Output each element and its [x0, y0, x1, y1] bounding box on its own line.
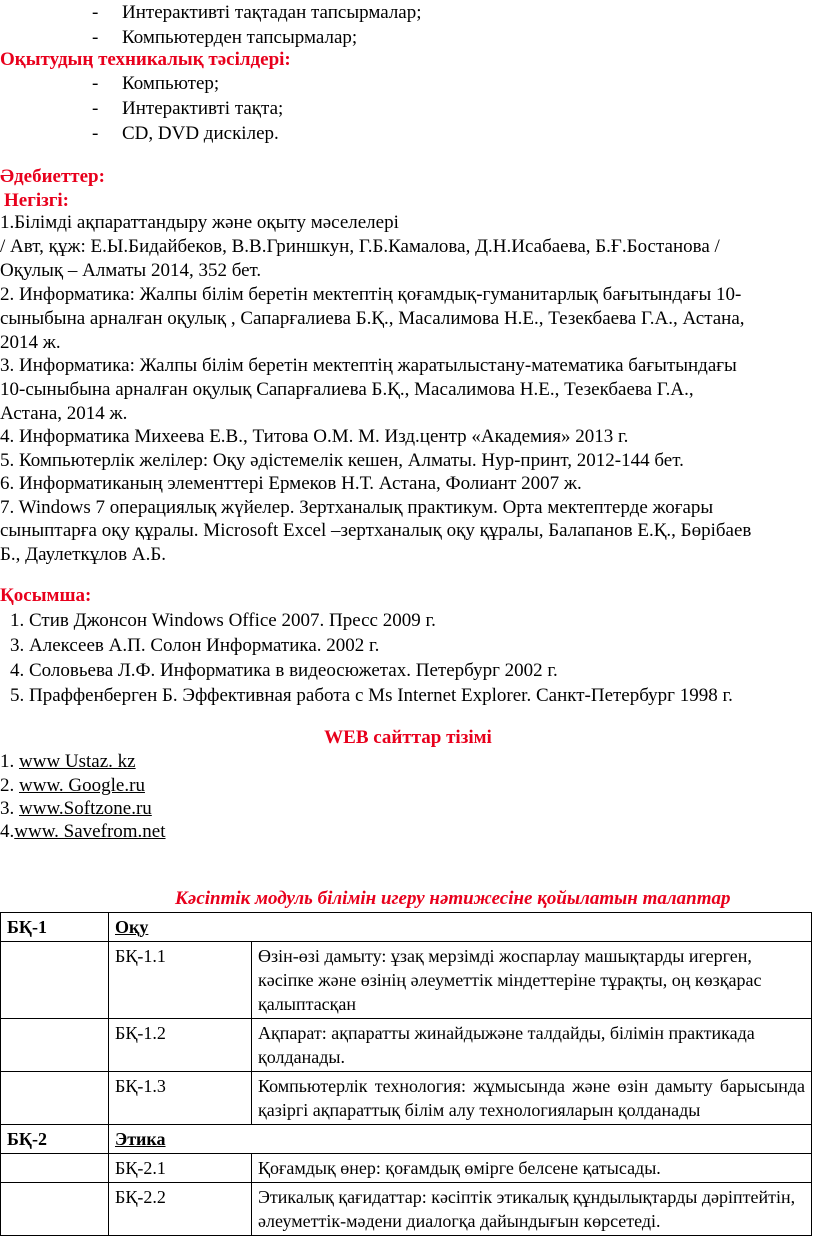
literature-line: Оқулық – Алматы 2014, 352 бет. [0, 260, 262, 281]
literature-heading: Әдебиеттер: [0, 166, 105, 187]
competence-code: БҚ-1.2 [109, 1019, 252, 1072]
web-link[interactable]: www Ustaz. kz [19, 751, 136, 772]
literature-line: 2. Информатика: Жалпы білім беретін мектептің қоғамдық-гуманитарлық бағытындағы 10- [0, 284, 742, 305]
web-link-item: 1. www Ustaz. kz [0, 751, 136, 772]
literature-line: 5. Компьютерлік желілер: Оқу әдістемелік кешен, Алматы. Нур-принт, 2012-144 бет. [0, 450, 684, 471]
table-row [1, 942, 812, 1019]
table-row [1, 1019, 812, 1072]
literature-line: Б., Даулеткұлов А.Б. [0, 544, 167, 565]
web-link[interactable]: www.Softzone.ru [19, 798, 152, 819]
appendix-heading: Қосымша: [0, 585, 92, 606]
web-link-item: 2. www. Google.ru [0, 775, 145, 796]
task-item: - Интерактивті тақтадан тапсырмалар; [92, 2, 422, 23]
web-link[interactable]: www. Google.ru [19, 775, 145, 796]
competence-code: БҚ-1.1 [109, 942, 252, 1019]
literature-line: 10-сыныбына арналған оқулық Сапарғалиева Б.Қ., Масалимова Н.Е., Тезекбаева Г.А., [0, 379, 694, 400]
competence-code: БҚ-2.2 [109, 1183, 252, 1236]
competence-text: Қоғамдық өнер: қоғамдық өмірге белсене қатысады. [252, 1154, 812, 1183]
group-name: Этика [109, 1125, 812, 1154]
literature-line: 2014 ж. [0, 332, 61, 353]
competence-code: БҚ-2.1 [109, 1154, 252, 1183]
literature-line: 7. Windows 7 операциялық жүйелер. Зертханалық практикум. Орта мектептерде жоғары [0, 497, 714, 518]
literature-line: сыныптарға оқу құралы. Microsoft Excel –зертханалық оқу құралы, Балапанов Е.Қ., Бөрібаев [0, 520, 752, 541]
literature-line: сыныбына арналған оқулық , Сапарғалиева Б.Қ., Масалимова Н.Е., Тезекбаева Г.А., Астана, [0, 308, 745, 329]
competence-code: БҚ-1.3 [109, 1072, 252, 1125]
table-row [1, 1125, 812, 1154]
tech-item: - Интерактивті тақта; [92, 98, 284, 119]
web-link-item: 4.www. Savefrom.net [0, 821, 166, 842]
group-code: БҚ-1 [1, 913, 109, 942]
literature-line: 6. Информатиканың элементтері Ермеков Н.Т. Астана, Фолиант 2007 ж. [0, 473, 582, 494]
requirements-title: Кәсіптік модуль білімін игеру нәтижесіне қойылатын талаптар [175, 888, 731, 909]
table-row [1, 1154, 812, 1183]
literature-line: 3. Информатика: Жалпы білім беретін мектептің жаратылыстану-математика бағытындағы [0, 355, 737, 376]
table-row [1, 1072, 812, 1125]
web-link-item: 3. www.Softzone.ru [0, 798, 152, 819]
competence-text: Өзін-өзі дамыту: ұзақ мерзімді жоспарлау машықтарды игерген, кәсіпке және өзінің әлеуметтік міндеттеріне тұрақты, оң көзқарас қалыптасқан [252, 942, 812, 1019]
appendix-line: 1. Стив Джонсон Windows Office 2007. Пресс 2009 г. [10, 610, 436, 631]
literature-subheading: Негізгі: [4, 190, 69, 211]
requirements-table [0, 912, 812, 1236]
task-item: - Компьютерден тапсырмалар; [92, 27, 358, 48]
literature-line: Астана, 2014 ж. [0, 403, 128, 424]
literature-line: / Авт, құж: Е.Ы.Бидайбеков, В.В.Гриншкун, Г.Б.Камалова, Д.Н.Исабаева, Б.Ғ.Бостанова / [0, 236, 720, 257]
table-row [1, 1183, 812, 1236]
group-name: Оқу [109, 913, 812, 942]
appendix-line: 4. Соловьева Л.Ф. Информатика в видеосюжетах. Петербург 2002 г. [10, 660, 558, 681]
appendix-line: 5. Праффенберген Б. Эффективная работа с Ms Internet Explorer. Санкт-Петербург 1998 г. [10, 685, 733, 706]
literature-line: 4. Информатика Михеева Е.В., Титова О.М. М. Изд.центр «Академия» 2013 г. [0, 426, 629, 447]
competence-text: Этикалық қағидаттар: кәсіптік этикалық құндылықтарды дәріптейтін, әлеуметтік-мәдени диалогқа дайындығын көрсетеді. [252, 1183, 812, 1236]
competence-text: Ақпарат: ақпаратты жинайдыжәне талдайды, білімін практикада қолданады. [252, 1019, 812, 1072]
group-code: БҚ-2 [1, 1125, 109, 1154]
appendix-line: 3. Алексеев А.П. Солон Информатика. 2002 г. [10, 635, 380, 656]
tech-item: - Компьютер; [92, 73, 220, 94]
tech-item: - CD, DVD дискілер. [92, 123, 279, 144]
table-row [1, 913, 812, 942]
web-link[interactable]: www. Savefrom.net [14, 821, 166, 842]
competence-text: Компьютерлік технология: жұмысында және өзін дамыту барысында қазіргі ақпараттық білім алу технологияларын қолданады [252, 1072, 812, 1125]
literature-line: 1.Білімді ақпараттандыру және оқыту мәселелері [0, 212, 399, 233]
web-heading: WEB сайттар тізімі [324, 727, 492, 748]
tech-heading: Оқытудың техникалық тәсілдері: [0, 49, 291, 70]
